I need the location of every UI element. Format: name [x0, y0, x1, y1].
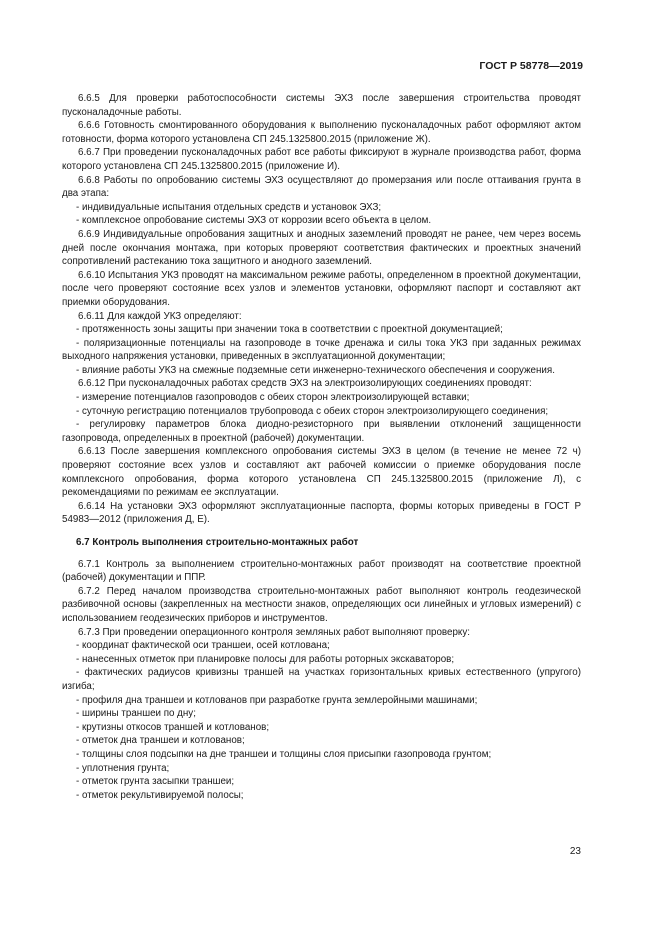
list-item: - отметок грунта засыпки траншеи;: [76, 776, 235, 788]
paragraph-6-6-9: 6.6.9 Индивидуальные опробования защитных и анодных заземлений проводят не ранее, чем через восемь дней после окончания монтажа, при которых проверяют соответствия фактических и проектных значений сопротивлений растеканию тока защитного и анодного заземлений.: [62, 228, 581, 268]
paragraph-6-6-12: 6.6.12 При пусконаладочных работах средств ЭХЗ на электроизолирующих соединениях проводят:: [78, 378, 532, 390]
list-item: - комплексное опробование системы ЭХЗ от коррозии всего объекта в целом.: [76, 215, 432, 227]
page-number: 23: [569, 846, 581, 857]
list-item: - поляризационные потенциалы на газопроводе в точке дренажа и силы тока УКЗ при заданных режимах выходного напряжения установки, приведенных в эксплуатационной документации;: [62, 337, 581, 363]
list-item: - профиля дна траншеи и котлованов при разработке грунта землеройными машинами;: [76, 694, 478, 706]
page-body: [62, 92, 581, 802]
paragraph-6-7-2: 6.7.2 Перед началом производства строительно-монтажных работ выполняют контроль геодезической разбивочной основы (закрепленных на местности знаков, определяющих оси линейных и угловых измерений) с использованием геодезических приборов и инструментов.: [62, 585, 581, 624]
list-item: - уплотнения грунта;: [76, 762, 170, 774]
list-item: - отметок дна траншеи и котлованов;: [76, 735, 245, 747]
paragraph-6-7-1: 6.7.1 Контроль за выполнением строительно-монтажных работ производят на соответствие проектной (рабочей) документации и ППР.: [62, 558, 581, 584]
document-code: ГОСТ Р 58778—2019: [479, 60, 583, 72]
paragraph-6-6-5: 6.6.5 Для проверки работоспособности системы ЭХЗ после завершения строительства проводят пусконаладочные работы.: [62, 93, 581, 118]
list-item: - толщины слоя подсыпки на дне траншеи и толщины слоя присыпки газопровода грунтом;: [76, 748, 492, 760]
list-item: - нанесенных отметок при планировке полосы для работы роторных экскаваторов;: [76, 653, 455, 665]
list-item: - измерение потенциалов газопроводов с обеих сторон электроизолирующей вставки;: [76, 392, 470, 404]
list-item: - отметок рекультивируемой полосы;: [76, 789, 244, 801]
paragraph-6-6-14: 6.6.14 На установки ЭХЗ оформляют эксплуатационные паспорта, формы которых приведены в ГОСТ Р 54983—2012 (приложения Д, Е).: [62, 500, 581, 526]
paragraph-6-6-7: 6.6.7 При проведении пусконаладочных работ все работы фиксируют в журнале производства работ, форма которого установлена СП 245.1325800.2015 (приложение И).: [62, 147, 581, 172]
paragraph-6-6-10: 6.6.10 Испытания УКЗ проводят на максимальном режиме работы, определенном в проектной документации, после чего проверяют состояние всех узлов и элементов установки, оформляют паспорт и составляют акт приемки оборудования.: [62, 269, 581, 308]
list-item: - протяженность зоны защиты при значении тока в соответствии с проектной документацией;: [76, 324, 503, 336]
paragraph-6-6-8: 6.6.8 Работы по опробованию системы ЭХЗ осуществляют до промерзания или после оттаивания грунта в два этапа:: [62, 174, 581, 200]
paragraph-6-7-3: 6.7.3 При проведении операционного контроля земляных работ выполняют проверку:: [78, 626, 470, 638]
paragraph-6-6-6: 6.6.6 Готовность смонтированного оборудования к выполнению пусконаладочных работ оформляют актом готовности, форма которого установлена СП 245.1325800.2015 (приложение Ж).: [62, 120, 581, 145]
paragraph-6-6-11: 6.6.11 Для каждой УКЗ определяют:: [78, 310, 242, 322]
list-item: - регулировку параметров блока диодно-резисторного при выявлении отклонений защищенности газопровода, определенных в проектной (рабочей) документации.: [62, 419, 581, 444]
list-item: - фактических радиусов кривизны траншей на участках горизонтальных кривых естественного (упругого) изгиба;: [62, 667, 581, 692]
list-item: - ширины траншеи по дну;: [76, 708, 196, 720]
list-item: - суточную регистрацию потенциалов трубопровода с обеих сторон электроизолирующего соединения;: [76, 405, 549, 417]
list-item: - влияние работы УКЗ на смежные подземные сети инженерно-технического обеспечения и сооружения.: [76, 364, 555, 376]
list-item: - крутизны откосов траншей и котлованов;: [76, 721, 270, 733]
section-heading-6-7: 6.7 Контроль выполнения строительно-монтажных работ: [76, 537, 359, 548]
list-item: - координат фактической оси траншеи, осей котлована;: [76, 640, 330, 652]
paragraph-6-6-13: 6.6.13 После завершения комплексного опробования системы ЭХЗ в целом (в течение не менее 72 ч) проверяют состояние всех узлов и составляют акт рабочей комиссии о приемке оборудования после комплексного опробования, форма которого установлена СП 245.1325800.2015 (приложение Л), с рекомендациями по режимам ее эксплуатации.: [62, 446, 581, 499]
list-item: - индивидуальные испытания отдельных средств и установок ЭХЗ;: [76, 201, 382, 213]
